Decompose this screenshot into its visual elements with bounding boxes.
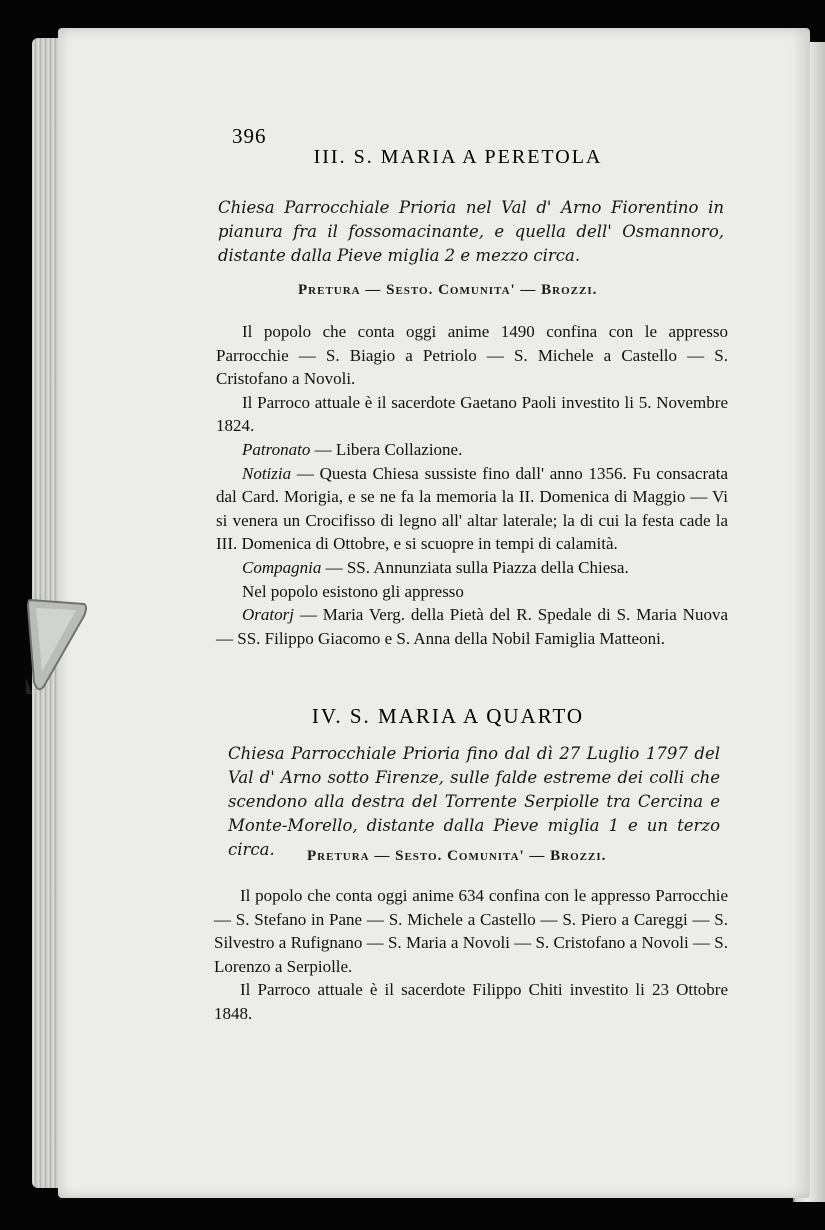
oratorj-text: — Maria Verg. della Pietà del R. Spedale di S. Maria Nuova — SS. Filippo Giacomo e S. Anna della Nobil Famiglia Matteoni. [216, 605, 728, 648]
page-number: 396 [232, 124, 267, 148]
section-iii-pretura: Pretura — Sesto. Comunita' — Brozzi. [298, 282, 598, 298]
section-iv-title: IV. S. MARIA A QUARTO [311, 704, 585, 728]
section-iii-notizia [216, 462, 728, 556]
oratorj-label: Oratorj [242, 605, 294, 625]
section-iii-patronato [216, 438, 728, 462]
patronato-text: — Libera Collazione. [310, 439, 463, 459]
section-iv-pretura: Pretura — Sesto. Comunita' — Brozzi. [307, 848, 607, 864]
section-iv-body [214, 884, 728, 1026]
section-iii-title: III. S. MARIA A PERETOLA [313, 146, 603, 168]
section-iv-parroco: Il Parroco attuale è il sacerdote Filippo Chiti investito li 23 Ottobre 1848. [214, 980, 728, 1023]
section-iii-description: Chiesa Parrocchiale Prioria nel Val d' Arno Fiorentino in pianura fra il fossomacinante, e quella dell' Osmannoro, distante dalla Pieve miglia 2 e mezzo circa. [218, 198, 724, 265]
section-iii-nel-popolo: Nel popolo esistono gli appresso [242, 581, 464, 601]
compagnia-label: Compagnia [242, 557, 322, 577]
section-iv-description: Chiesa Parrocchiale Prioria fino dal dì 27 Luglio 1797 del Val d' Arno sotto Firenze, sulle falde estreme dei colli che scendono alla destra del Torrente Serpiolle tra Cercina e Monte-Morello, distante dalla Pieve miglia 1 e un terzo circa. [228, 744, 720, 859]
section-iii-body [216, 320, 728, 650]
notizia-label: Notizia [242, 463, 292, 483]
notizia-text: — Questa Chiesa sussiste fino dall' anno 1356. Fu consacrata dal Card. Morigia, e se ne fa la memoria la II. Domenica di Maggio — Vi si venera un Crocifisso di legno all' altar laterale; la di cui la festa cade la III. Domenica di Ottobre, e si scuopre in tempi di calamità. [216, 463, 728, 554]
compagnia-text: — SS. Annunziata sulla Piazza della Chiesa. [321, 557, 629, 577]
section-iii-popolo: Il popolo che conta oggi anime 1490 confina con le appresso Parrocchie — S. Biagio a Petriolo — S. Michele a Castello — S. Cristofano a Novoli. [216, 322, 728, 389]
section-iii-oratorj [216, 603, 728, 650]
bookmark-icon [26, 598, 88, 694]
section-iv-popolo: Il popolo che conta oggi anime 634 confina con le appresso Parrocchie — S. Stefano in Pane — S. Michele a Castello — S. Piero a Careggi — S. Silvestro a Rufignano — S. Maria a Novoli — S. Cristofano a Novoli — S. Lorenzo a Serpiolle. [214, 886, 728, 976]
section-iii-parroco: Il Parroco attuale è il sacerdote Gaetano Paoli investito li 5. Novembre 1824. [216, 392, 728, 436]
section-iii-compagnia [216, 556, 728, 580]
patronato-label: Patronato [242, 439, 311, 459]
